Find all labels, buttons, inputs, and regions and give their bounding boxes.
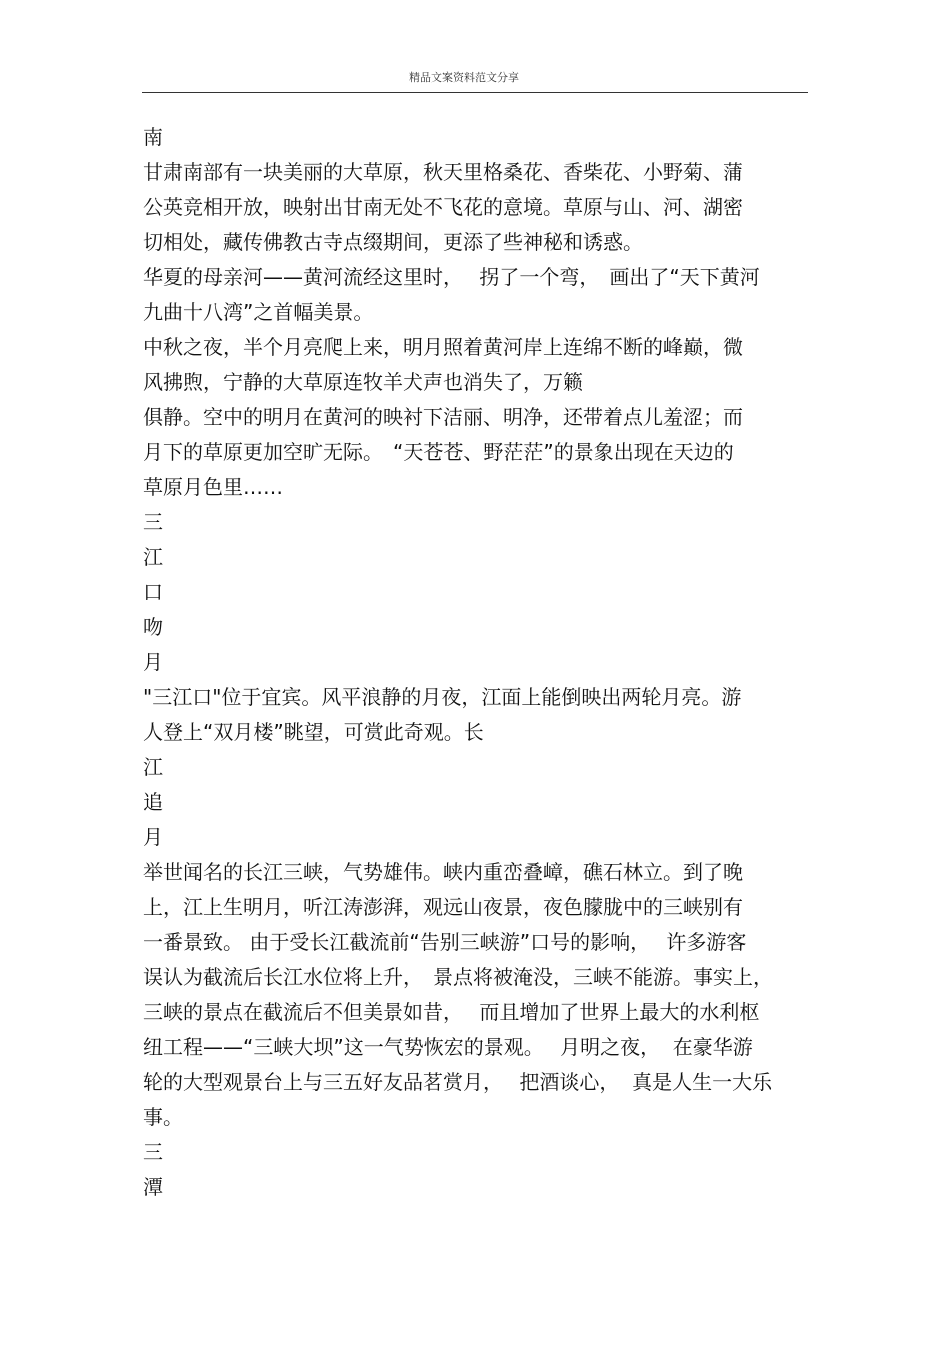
header-title: 精品文案资料范文分享	[409, 71, 519, 84]
text-line: 三峡的景点在截流后不但美景如昔， 而且增加了世界上最大的水利枢	[143, 1000, 760, 1024]
text-line: 轮的大型观景台上与三五好友品茗赏月， 把酒谈心， 真是人生一大乐	[143, 1070, 773, 1094]
text-line: 中秋之夜，半个月亮爬上来，明月照着黄河岸上连绵不断的峰巅，微	[143, 335, 743, 359]
text-line: 上，江上生明月，听江涛澎湃，观远山夜景，夜色朦胧中的三峡别有	[143, 895, 743, 919]
text-line: 误认为截流后长江水位将上升， 景点将被淹没，三峡不能游。事实上，	[143, 965, 773, 989]
text-line: 江	[143, 755, 163, 779]
text-line: 潭	[143, 1175, 163, 1199]
text-line: 吻	[143, 615, 163, 639]
text-line: 甘肃南部有一块美丽的大草原，秋天里格桑花、香柴花、小野菊、蒲	[143, 160, 743, 184]
text-line: 事。	[143, 1105, 183, 1129]
text-line: 江	[143, 545, 163, 569]
text-line: 口	[143, 580, 163, 604]
text-line: 草原月色里……	[143, 475, 283, 499]
text-line: 一番景致。 由于受长江截流前“告别三峡游”口号的影响， 许多游客	[143, 930, 747, 954]
text-line: 纽工程——“三峡大坝”这一气势恢宏的景观。 月明之夜， 在豪华游	[143, 1035, 753, 1059]
text-line: 举世闻名的长江三峡，气势雄伟。峡内重峦叠嶂，礁石林立。到了晚	[143, 860, 743, 884]
text-line: 南	[143, 125, 163, 149]
text-line: 公英竞相开放，映射出甘南无处不飞花的意境。草原与山、河、湖密	[143, 195, 743, 219]
text-line: 三	[143, 1140, 163, 1164]
text-line: 九曲十八湾”之首幅美景。	[143, 300, 374, 324]
text-line: 月	[143, 825, 163, 849]
text-line: 俱静。空中的明月在黄河的映衬下洁丽、明净，还带着点儿羞涩；而	[143, 405, 743, 429]
text-line: 切相处，藏传佛教古寺点缀期间，更添了些神秘和诱惑。	[143, 230, 643, 254]
text-line: 华夏的母亲河——黄河流经这里时， 拐了一个弯， 画出了“天下黄河	[143, 265, 760, 289]
document-body	[143, 120, 813, 1205]
text-line: 月下的草原更加空旷无际。 “天苍苍、野茫茫”的景象出现在天边的	[143, 440, 734, 464]
text-line: 三	[143, 510, 163, 534]
text-line: 月	[143, 650, 163, 674]
text-line: 风拂煦，宁静的大草原连牧羊犬声也消失了，万籁	[143, 370, 583, 394]
text-line: 人登上“双月楼”眺望，可赏此奇观。长	[143, 720, 484, 744]
page-header	[142, 66, 808, 93]
text-line: 追	[143, 790, 163, 814]
text-line: "三江口"位于宜宾。风平浪静的月夜，江面上能倒映出两轮月亮。游	[143, 685, 742, 709]
